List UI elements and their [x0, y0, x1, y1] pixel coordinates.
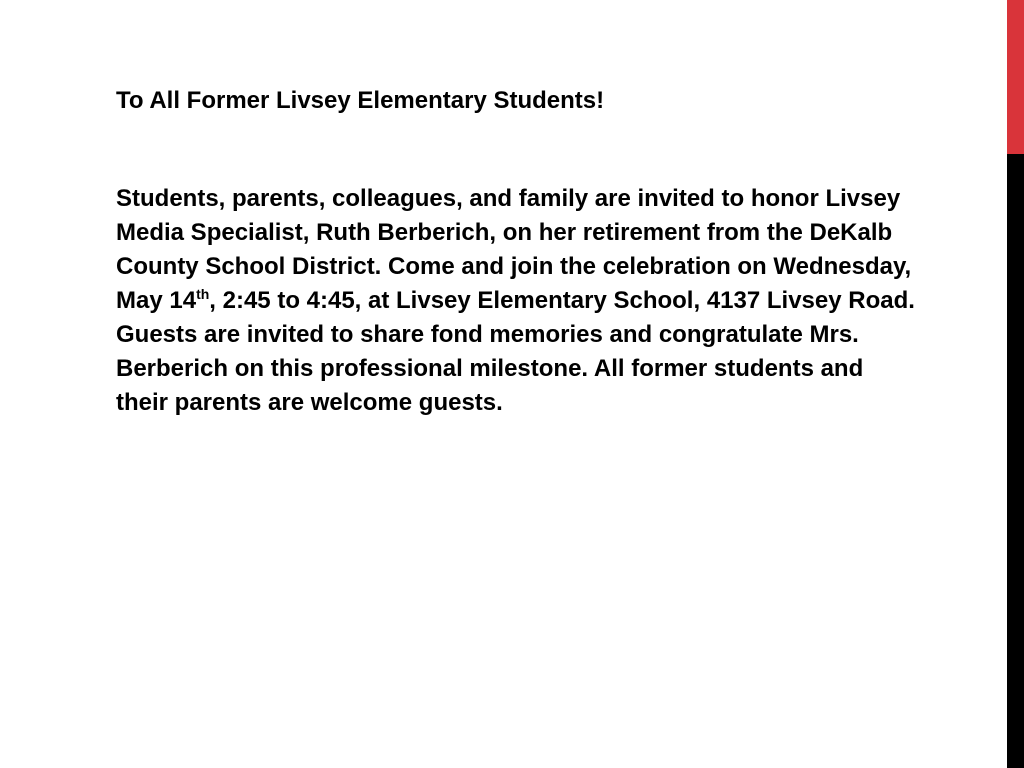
side-bar-red-segment	[1007, 0, 1024, 154]
ordinal-superscript: th	[196, 286, 210, 302]
side-bar-black-segment	[1007, 154, 1024, 768]
slide-body	[116, 182, 916, 420]
body-text-part-2: , 2:45 to 4:45, at Livsey Elementary School, 4137 Livsey Road. Guests are invited to share fond memories and congratulate Mrs. Berberich on this professional milestone. All former students and their parents are welcome guests.	[116, 287, 915, 416]
slide-title: To All Former Livsey Elementary Students!	[116, 87, 605, 114]
body-text-part-1: Students, parents, colleagues, and family are invited to honor Livsey Media Specialist, Ruth Berberich, on her retirement from the DeKalb County School District. Come and join the celebration on Wednesday, May 14	[116, 185, 912, 314]
decorative-side-bar	[1007, 0, 1024, 768]
